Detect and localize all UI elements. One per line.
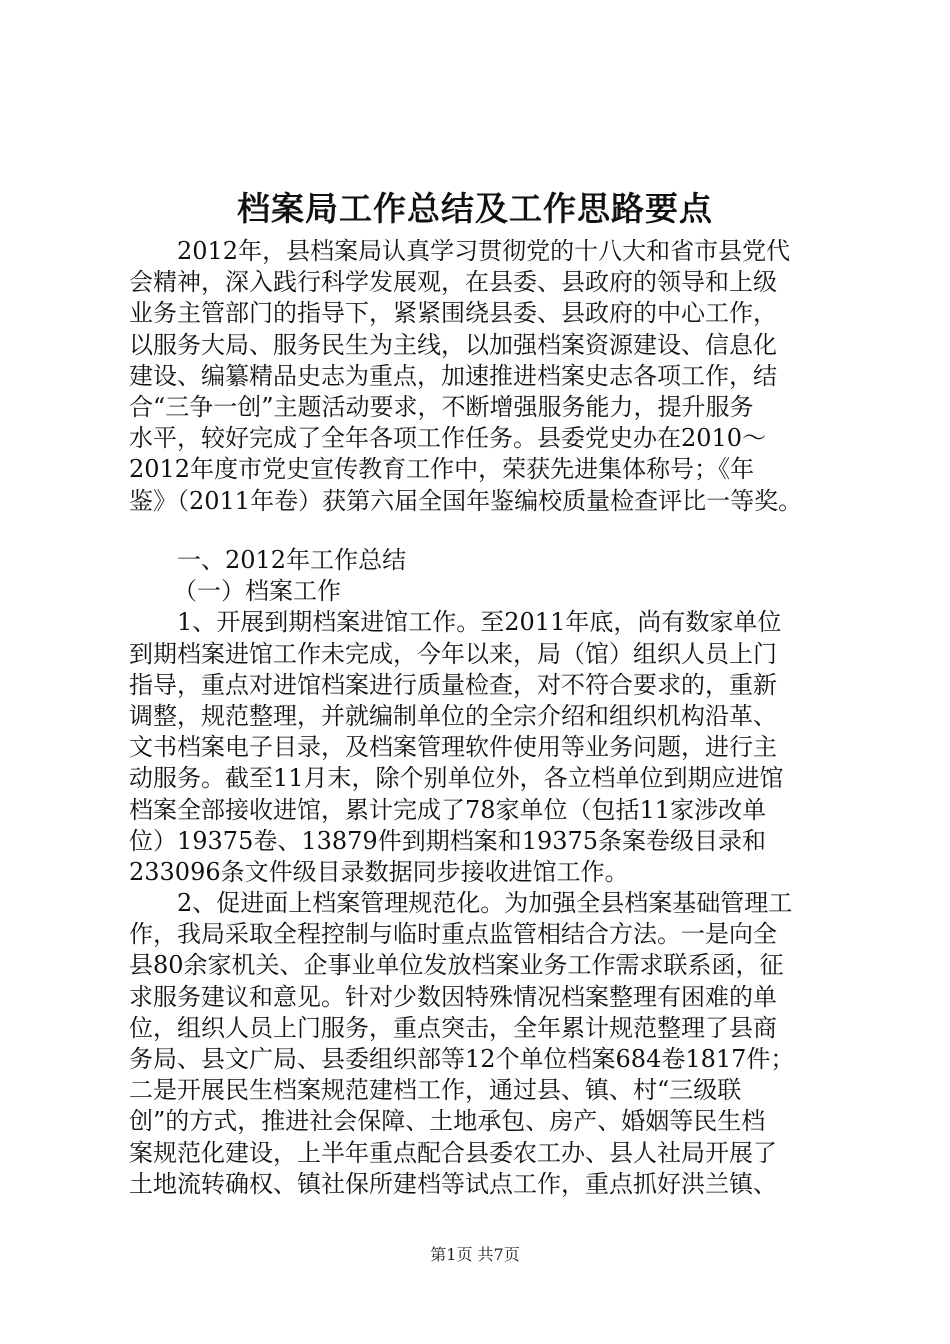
- paragraph-line: 求服务建议和意见。针对少数因特殊情况档案整理有困难的单: [129, 982, 777, 1011]
- paragraph-line: 到期档案进馆工作未完成，今年以来，局（馆）组织人员上门: [129, 639, 777, 668]
- paragraph-line: 县80余家机关、企事业单位发放档案业务工作需求联系函，征: [129, 951, 784, 980]
- subsection-heading: （一）档案工作: [173, 577, 341, 606]
- paragraph-line: 调整，规范整理，并就编制单位的全宗介绍和组织机构沿革、: [129, 701, 777, 730]
- paragraph-line: 土地流转确权、镇社保所建档等试点工作，重点抓好洪兰镇、: [129, 1169, 777, 1198]
- paragraph-line: 2、促进面上档案管理规范化。为加强全县档案基础管理工: [177, 889, 793, 918]
- paragraph-line: 案规范化建设，上半年重点配合县委农工办、县人社局开展了: [129, 1138, 777, 1167]
- intro-paragraph: [129, 236, 849, 517]
- paragraph-line: 233096条文件级目录数据同步接收进馆工作。: [129, 857, 629, 886]
- paragraph-line: 合“三争一创”主题活动要求，不断增强服务能力，提升服务: [129, 392, 754, 421]
- paragraph-line: 位，组织人员上门服务，重点突击，全年累计规范整理了县商: [129, 1013, 777, 1042]
- paragraph-line: 位）19375卷、13879件到期档案和19375条案卷级目录和: [129, 826, 767, 855]
- paragraph-line: 动服务。截至11月末，除个别单位外，各立档单位到期应进馆: [129, 764, 784, 793]
- paragraph-line: 务局、县文广局、县委组织部等12个单位档案684卷1817件；: [129, 1045, 795, 1073]
- section-heading: 一、2012年工作总结: [177, 546, 407, 574]
- paragraph-line: 业务主管部门的指导下，紧紧围绕县委、县政府的中心工作，: [129, 299, 777, 328]
- paragraph-line: 2012年度市党史宣传教育工作中，荣获先进集体称号；《年: [129, 455, 755, 484]
- paragraph-line: 鉴》（2011年卷）获第六届全国年鉴编校质量检查评比一等奖。: [129, 486, 803, 515]
- paragraph-line: 建设、编纂精品史志为重点，加速推进档案史志各项工作，结: [129, 361, 777, 390]
- paragraph-line: 水平，较好完成了全年各项工作任务。县委党史办在2010～: [129, 424, 767, 453]
- paragraph-line: 档案全部接收进馆，累计完成了78家单位（包括11家涉改单: [129, 795, 767, 824]
- paragraph-line: 2012年，县档案局认真学习贯彻党的十八大和省市县党代: [177, 237, 791, 265]
- paragraph-line: 会精神，深入践行科学发展观，在县委、县政府的领导和上级: [129, 268, 777, 297]
- paragraph-line: 文书档案电子目录，及档案管理软件使用等业务问题，进行主: [129, 733, 777, 762]
- paragraph-line: 1、开展到期档案进馆工作。至2011年底，尚有数家单位: [177, 608, 782, 637]
- summary-section: [129, 545, 849, 1200]
- paragraph-line: 创”的方式，推进社会保障、土地承包、房产、婚姻等民生档: [129, 1107, 766, 1136]
- page-number: 第1页 共7页: [430, 1245, 520, 1264]
- paragraph-line: 以服务大局、服务民生为主线，以加强档案资源建设、信息化: [129, 330, 777, 359]
- paragraph-line: 二是开展民生档案规范建档工作，通过县、镇、村“三级联: [129, 1076, 742, 1105]
- paragraph-line: 作，我局采取全程控制与临时重点监管相结合方法。一是向全: [129, 920, 777, 949]
- document-title: 档案局工作总结及工作思路要点: [237, 189, 713, 228]
- paragraph-line: 指导，重点对进馆档案进行质量检查，对不符合要求的，重新: [129, 670, 777, 699]
